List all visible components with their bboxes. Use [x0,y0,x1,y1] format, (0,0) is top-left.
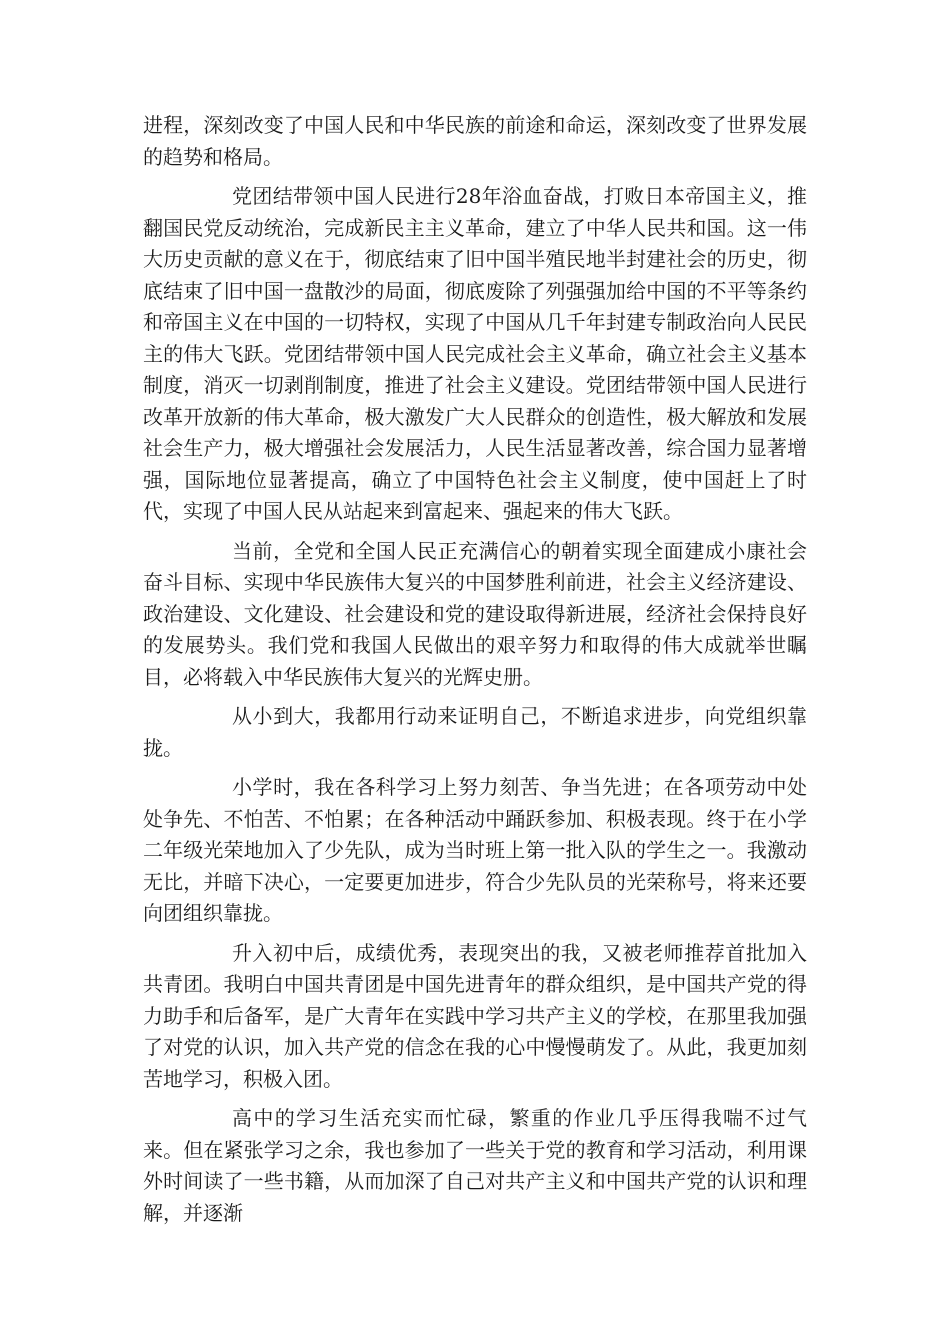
paragraph-primary-school: 小学时，我在各科学习上努力刻苦、争当先进；在各项劳动中处处争先、不怕苦、不怕累；在各种活动中踊跃参加、积极表现。终于在小学二年级光荣地加入了少先队，成为当时班上第一批入队的学生之一。我激动无比，并暗下决心，一定要更加进步，符合少先队员的光荣称号，将来还要向团组织靠拢。 [143,775,807,925]
paragraph-continuation: 进程，深刻改变了中国人民和中华民族的前途和命运，深刻改变了世界发展的趋势和格局。 [143,113,807,169]
paragraph-junior-high: 升入初中后，成绩优秀，表现突出的我，又被老师推荐首批加入共青团。我明白中国共青团是中国先进青年的群众组织，是中国共产党的得力助手和后备军，是广大青年在实践中学习共产主义的学校，在那里我加强了对党的认识，加入共产党的信念在我的心中慢慢萌发了。从此，我更加刻苦地学习，积极入团。 [143,940,807,1091]
paragraph-current-situation: 当前，全党和全国人民正充满信心的朝着实现全面建成小康社会奋斗目标、实现中华民族伟大复兴的中国梦胜利前进，社会主义经济建设、政治建设、文化建设、社会建设和党的建设取得新进展，经济社会保持良好的发展势头。我们党和我国人民做出的艰辛努力和取得的伟大成就举世瞩目，必将载入中华民族伟大复兴的光辉史册。 [143,538,807,689]
paragraph-party-history: 党团结带领中国人民进行28年浴血奋战，打败日本帝国主义，推翻国民党反动统治，完成新民主主义革命，建立了中华人民共和国。这一伟大历史贡献的意义在于，彻底结束了旧中国半殖民地半封建社会的历史，彻底结束了旧中国一盘散沙的局面，彻底废除了列强强加给中国的不平等条约和帝国主义在中国的一切特权，实现了中国从几千年封建专制政治向人民民主的伟大飞跃。党团结带领中国人民完成社会主义革命，确立社会主义基本制度，消灭一切剥削制度，推进了社会主义建设。党团结带领中国人民进行改革开放新的伟大革命，极大激发广大人民群众的创造性，极大解放和发展社会生产力，极大增强社会发展活力，人民生活显著改善，综合国力显著增强，国际地位显著提高，确立了中国特色社会主义制度，使中国赶上了时代，实现了中国人民从站起来到富起来、强起来的伟大飞跃。 [143,184,807,523]
paragraph-senior-high: 高中的学习生活充实而忙碌，繁重的作业几乎压得我喘不过气来。但在紧张学习之余，我也参加了一些关于党的教育和学习活动，利用课外时间读了一些书籍，从而加深了自己对共产主义和中国共产党的认识和理解，并逐渐 [143,1106,807,1225]
document-body [143,110,807,1237]
paragraph-growing-up: 从小到大，我都用行动来证明自己，不断追求进步，向党组织靠拢。 [143,704,807,760]
